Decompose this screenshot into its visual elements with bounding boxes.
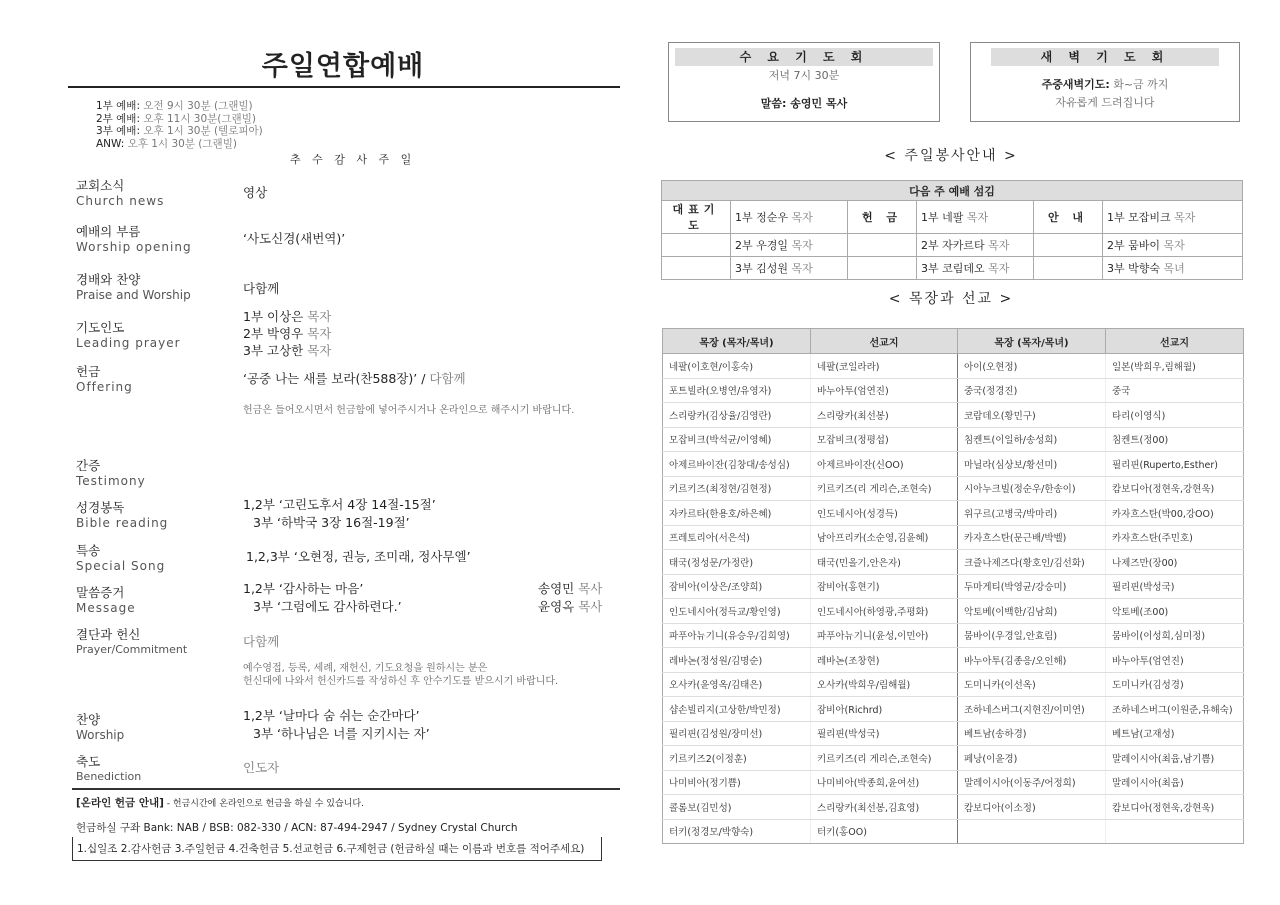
item-prayer-value bbox=[243, 308, 331, 359]
label-prayer: 대표기도 bbox=[662, 201, 731, 234]
table-cell: 남아프리카(소순영,김윤혜) bbox=[811, 525, 958, 550]
table-cell: 베트남(고재성) bbox=[1106, 721, 1244, 746]
table-cell: 캄보디아(정현욱,강현욱) bbox=[1106, 795, 1244, 820]
prayer-line-3: 3부 고상한 목자 bbox=[243, 343, 332, 358]
service-time-1: 1부 예배: 오전 9시 30분 (그랜빌) bbox=[96, 100, 253, 112]
table-cell: 크즐나제즈다(황호인/김선화) bbox=[958, 550, 1106, 575]
item-praise: 경배와 찬양 Praise and Worship bbox=[76, 272, 191, 302]
service-table bbox=[661, 180, 1243, 280]
table-row: 대표기도 1부 정순우 목자 헌 금 1부 네팔 목자 안 내 1부 모잡비크 목자 bbox=[662, 201, 1243, 234]
table-row bbox=[663, 427, 1244, 452]
mission-table-header: 목장 (목자/목녀) 선교지 목장 (목자/목녀) 선교지 bbox=[663, 329, 1244, 354]
mission-section-title: < 목장과 선교 > bbox=[888, 291, 1014, 307]
table-cell: 프레토리아(서은석) bbox=[663, 525, 811, 550]
item-message: 말씀증거 Message bbox=[76, 585, 136, 615]
table-cell: 레바논(정성원/김명순) bbox=[663, 648, 811, 673]
table-cell: 위구르(고병국/박마리) bbox=[958, 501, 1106, 526]
table-cell: 레바논(조창현) bbox=[811, 648, 958, 673]
table-row bbox=[663, 501, 1244, 526]
table-cell: 네팔(이호현/이홍숙) bbox=[663, 354, 811, 379]
table-row bbox=[663, 672, 1244, 697]
table-cell: 나제즈만(장00) bbox=[1106, 550, 1244, 575]
table-cell: 키르키즈(리 게리슨,조현숙) bbox=[811, 476, 958, 501]
table-cell: 나미비아(박종희,윤여선) bbox=[811, 770, 958, 795]
table-cell: 두마게티(박영균/강승미) bbox=[958, 574, 1106, 599]
sunday-theme: 추 수 감 사 주 일 bbox=[290, 153, 416, 166]
footer-divider bbox=[72, 788, 620, 790]
table-cell: 말레이시아(최윱,남기쁨) bbox=[1106, 746, 1244, 771]
table-row bbox=[663, 452, 1244, 477]
table-cell: 마닐라(심상보/황선미) bbox=[958, 452, 1106, 477]
table-cell: 네팔(코일라라) bbox=[811, 354, 958, 379]
table-cell: 터키(홍OO) bbox=[811, 819, 958, 844]
table-row bbox=[663, 819, 1244, 844]
table-cell: 잠비아(홍현기) bbox=[811, 574, 958, 599]
item-message-value: 1,2부 ‘감사하는 마음’ 3부 ‘그럼에도 감사하련다.’ bbox=[243, 581, 402, 614]
wednesday-time: 저녁 7시 30분 bbox=[768, 69, 840, 82]
title-divider bbox=[68, 86, 620, 88]
table-cell: 태국(정성문/가정란) bbox=[663, 550, 811, 575]
table-cell: 키르키즈2(이정훈) bbox=[663, 746, 811, 771]
table-cell: 스리랑카(김상율/김영란) bbox=[663, 403, 811, 428]
item-worship: 찬양 Worship bbox=[76, 712, 125, 742]
table-cell: 코람데오(황민구) bbox=[958, 403, 1106, 428]
table-cell: 카자흐스탄(문근배/박벨) bbox=[958, 525, 1106, 550]
item-news-value: 영상 bbox=[243, 185, 268, 200]
table-cell: 아제르바이잔(김창대/송성심) bbox=[663, 452, 811, 477]
service-time-2: 2부 예배: 오후 11시 30분(그랜빌) bbox=[96, 112, 256, 125]
table-cell: 말레이시아(최윱) bbox=[1106, 770, 1244, 795]
table-cell: 아이(오현정) bbox=[958, 354, 1106, 379]
item-commit-value: 다함께 bbox=[243, 634, 280, 649]
table-cell: 뭄바이(우경일,안효림) bbox=[958, 623, 1106, 648]
table-cell: 일본(박희우,림해월) bbox=[1106, 354, 1244, 379]
table-cell: 뭄바이(이성희,심미정) bbox=[1106, 623, 1244, 648]
table-cell: 파푸아뉴기니(유승우/김희영) bbox=[663, 623, 811, 648]
label-offering: 헌 금 bbox=[848, 201, 917, 234]
table-cell: 바누아투(엄연진) bbox=[1106, 648, 1244, 673]
table-cell: 바누아투(엄연진) bbox=[811, 378, 958, 403]
table-row bbox=[663, 623, 1244, 648]
table-row bbox=[663, 697, 1244, 722]
table-cell bbox=[1106, 819, 1244, 844]
table-cell: 필리핀(김성원/장미선) bbox=[663, 721, 811, 746]
mission-table-body bbox=[663, 354, 1244, 844]
table-cell: 스리랑카(최선봉) bbox=[811, 403, 958, 428]
table-row bbox=[663, 378, 1244, 403]
table-cell: 키르키즈(최정현/김현정) bbox=[663, 476, 811, 501]
table-cell: 파푸아뉴기니(윤성,이민아) bbox=[811, 623, 958, 648]
table-cell: 말레이시아(이동주/어정희) bbox=[958, 770, 1106, 795]
item-bible: 성경봉독 Bible reading bbox=[76, 500, 169, 530]
table-row bbox=[663, 795, 1244, 820]
table-cell: 필리핀(Ruperto,Esther) bbox=[1106, 452, 1244, 477]
table-cell: 악토베(이백한/김남희) bbox=[958, 599, 1106, 624]
table-cell: 인도네시아(정득교/황인영) bbox=[663, 599, 811, 624]
table-cell: 키르키즈(리 게리슨,조현숙) bbox=[811, 746, 958, 771]
table-cell: 시아누크빌(정순우/한송이) bbox=[958, 476, 1106, 501]
table-row bbox=[663, 574, 1244, 599]
item-worship-value: 1,2부 ‘날마다 숨 쉬는 순간마다’ 3부 ‘하나님은 너를 지키시는 자’ bbox=[243, 708, 430, 741]
table-cell: 나미비아(정기쁨) bbox=[663, 770, 811, 795]
table-cell: 도미니카(이선옥) bbox=[958, 672, 1106, 697]
table-cell: 중국(정경진) bbox=[958, 378, 1106, 403]
wednesday-speaker: 말씀: 송영민 목사 bbox=[760, 97, 848, 110]
table-cell: 필리핀(박성국) bbox=[1106, 574, 1244, 599]
service-time-3: 3부 예배: 오후 1시 30분 (텔로피아) bbox=[96, 125, 263, 137]
item-special-value: 1,2,3부 ‘오현정, 권능, 조미래, 정사무엘’ bbox=[246, 549, 471, 564]
table-cell: 캄보디아(정현욱,강현욱) bbox=[1106, 476, 1244, 501]
table-cell: 인도네시아(성경득) bbox=[811, 501, 958, 526]
table-cell: 콜롬보(김민성) bbox=[663, 795, 811, 820]
table-cell: 침켄트(정00) bbox=[1106, 427, 1244, 452]
table-cell: 터키(정경모/박향숙) bbox=[663, 819, 811, 844]
table-cell: 침켄트(이일하/송성희) bbox=[958, 427, 1106, 452]
table-cell: 포트빌라(오병연/유영자) bbox=[663, 378, 811, 403]
table-cell: 필리핀(박성국) bbox=[811, 721, 958, 746]
label-usher: 안 내 bbox=[1034, 201, 1103, 234]
table-cell: 조하네스버그(지현진/이미연) bbox=[958, 697, 1106, 722]
wednesday-prayer-box bbox=[668, 42, 940, 122]
dawn-days: 주중새벽기도: 화~금 까지 bbox=[1041, 78, 1169, 91]
table-row bbox=[663, 599, 1244, 624]
account-info: 헌금하실 구좌 Bank: NAB / BSB: 082-330 / ACN: 87-494-2947 / Sydney Crystal Church bbox=[76, 822, 518, 834]
table-cell: 캄보디아(이소정) bbox=[958, 795, 1106, 820]
service-time-anw: ANW: 오후 1시 30분 (그랜빌) bbox=[96, 137, 237, 150]
service-times bbox=[96, 100, 263, 150]
wednesday-title: 수 요 기 도 회 bbox=[675, 48, 933, 66]
item-offering-value: ‘공중 나는 새를 보라(찬588장)’ / 다함께 bbox=[243, 371, 466, 386]
table-row: 3부 김성원 목자 3부 코림데오 목자 3부 박향숙 목녀 bbox=[662, 257, 1243, 280]
table-row bbox=[663, 476, 1244, 501]
item-bible-value: 1,2부 ‘고린도후서 4장 14절-15절’ 3부 ‘하박국 3장 16절-19절’ bbox=[243, 497, 436, 530]
table-row bbox=[663, 721, 1244, 746]
mission-table bbox=[662, 328, 1244, 844]
service-table-header: 다음 주 예배 섬김 bbox=[662, 181, 1243, 201]
table-cell: 도미니카(김성경) bbox=[1106, 672, 1244, 697]
table-cell: 스리랑카(최선봉,김효영) bbox=[811, 795, 958, 820]
item-benediction: 축도 Benediction bbox=[76, 754, 142, 783]
item-offering: 헌금 Offering bbox=[76, 364, 133, 394]
table-cell: 페낭(이윤경) bbox=[958, 746, 1106, 771]
table-row bbox=[663, 354, 1244, 379]
offering-note: 헌금은 들어오시면서 헌금함에 넣어주시거나 온라인으로 해주시기 바랍니다. bbox=[243, 405, 575, 416]
item-commit: 결단과 헌신 Prayer/Commitment bbox=[76, 627, 188, 656]
table-row bbox=[663, 525, 1244, 550]
table-cell: 카자흐스탄(주민호) bbox=[1106, 525, 1244, 550]
online-offering-note: [온라인 헌금 안내] - 헌금시간에 온라인으로 헌금을 하실 수 있습니다. bbox=[76, 797, 364, 809]
table-cell: 악토베(조00) bbox=[1106, 599, 1244, 624]
dawn-prayer-box bbox=[970, 42, 1240, 122]
item-news: 교회소식 Church news bbox=[76, 178, 165, 208]
table-cell: 중국 bbox=[1106, 378, 1244, 403]
page-title: 주일연합예배 bbox=[261, 51, 425, 82]
table-row bbox=[663, 746, 1244, 771]
commit-note: 예수영접, 등록, 세례, 재헌신, 기도요청을 원하시는 분은 헌신대에 나와서 헌신카드를 작성하신 후 안수기도를 받으시기 바랍니다. bbox=[243, 663, 559, 687]
table-row bbox=[663, 648, 1244, 673]
table-cell: 태국(민올기,안은자) bbox=[811, 550, 958, 575]
table-cell: 바누아투(김종응/오인해) bbox=[958, 648, 1106, 673]
table-cell: 자카르타(한용호/하은혜) bbox=[663, 501, 811, 526]
prayer-line-1: 1부 이상은 목자 bbox=[243, 309, 332, 324]
table-cell: 샵손빌리지(고상한/박민정) bbox=[663, 697, 811, 722]
table-cell: 아제르바이잔(신OO) bbox=[811, 452, 958, 477]
table-row bbox=[663, 770, 1244, 795]
table-cell: 조하네스버그(이원준,유해숙) bbox=[1106, 697, 1244, 722]
offering-types: 1.십일조 2.감사헌금 3.주일헌금 4.건축헌금 5.선교헌금 6.구제헌금 (헌금하실 때는 이름과 번호를 적어주세요) bbox=[72, 837, 602, 861]
item-prayer: 기도인도 Leading prayer bbox=[76, 320, 181, 350]
service-section-title: < 주일봉사안내 > bbox=[884, 148, 1018, 164]
table-cell: 카자흐스탄(박00,강OO) bbox=[1106, 501, 1244, 526]
prayer-line-2: 2부 박영우 목자 bbox=[243, 326, 332, 341]
item-opening-value: ‘사도신경(새번역)’ bbox=[243, 231, 346, 246]
table-row bbox=[663, 403, 1244, 428]
table-row: 2부 우경일 목자 2부 자카르타 목자 2부 뭄바이 목자 bbox=[662, 234, 1243, 257]
table-cell: 잠비아(Richrd) bbox=[811, 697, 958, 722]
item-special: 특송 Special Song bbox=[76, 543, 166, 573]
table-row bbox=[663, 550, 1244, 575]
message-speakers: 송영민 목사 윤영옥 목사 bbox=[538, 581, 603, 614]
item-testimony: 간증 Testimony bbox=[76, 458, 146, 488]
table-cell: 오사카(박희우/림해월) bbox=[811, 672, 958, 697]
table-cell: 모잡비크(박석균/이영혜) bbox=[663, 427, 811, 452]
table-cell bbox=[958, 819, 1106, 844]
table-cell: 모잡비크(정평섭) bbox=[811, 427, 958, 452]
table-cell: 타리(이영식) bbox=[1106, 403, 1244, 428]
item-opening: 예배의 부름 Worship opening bbox=[76, 224, 192, 254]
item-praise-value: 다함께 bbox=[243, 281, 280, 296]
dawn-note: 자유롭게 드려집니다 bbox=[1055, 96, 1155, 109]
table-cell: 인도네시아(하영광,주평화) bbox=[811, 599, 958, 624]
table-cell: 잠비아(이상은/조양희) bbox=[663, 574, 811, 599]
dawn-title: 새 벽 기 도 회 bbox=[991, 48, 1219, 66]
item-benediction-value: 인도자 bbox=[243, 760, 280, 775]
table-cell: 오사카(윤영옥/김태은) bbox=[663, 672, 811, 697]
table-cell: 베트남(송하경) bbox=[958, 721, 1106, 746]
